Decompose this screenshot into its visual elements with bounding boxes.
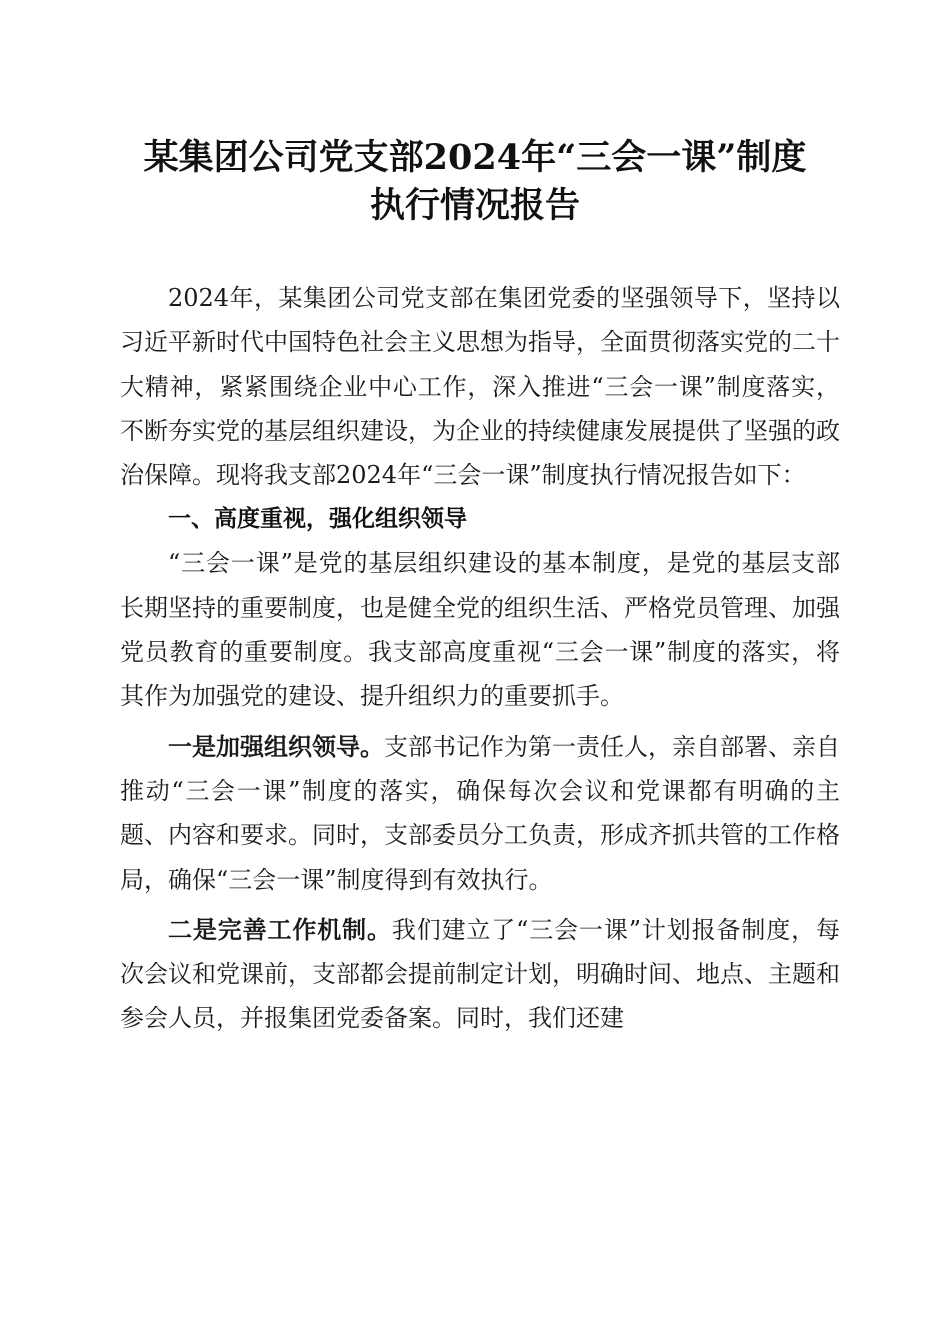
document-title: [0, 134, 950, 230]
point-1-text: 支部书记作为第一责任人，亲自部署、亲自推动“三会一课”制度的落实，确保每次会议和党课都有明确的主题、内容和要求。同时，支部委员分工负责，形成齐抓共管的工作格局，确保“三会一课”制度得到有效执行。: [120, 732, 840, 894]
intro-paragraph: 2024年，某集团公司党支部在集团党委的坚强领导下，坚持以习近平新时代中国特色社会主义思想为指导，全面贯彻落实党的二十大精神，紧紧围绕企业中心工作，深入推进“三会一课”制度落实，不断夯实党的基层组织建设，为企业的持续健康发展提供了坚强的政治保障。现将我支部2024年“三会一课”制度执行情况报告如下：: [120, 284, 840, 490]
point-1-paragraph: [120, 725, 840, 902]
point-2-paragraph: [120, 908, 840, 1041]
point-1-lead: 一是加强组织领导。: [168, 731, 384, 761]
title-line-1: 某集团公司党支部2024年“三会一课”制度: [143, 137, 807, 178]
section-1-heading: 一、高度重视，强化组织领导: [168, 506, 467, 533]
document-body: [120, 276, 840, 1041]
section-1-paragraph: “三会一课”是党的基层组织建设的基本制度，是党的基层支部长期坚持的重要制度，也是健全党的组织生活、严格党员管理、加强党员教育的重要制度。我支部高度重视“三会一课”制度的落实，将其作为加强党的建设、提升组织力的重要抓手。: [120, 549, 840, 711]
title-line-2: 执行情况报告: [369, 185, 580, 226]
point-2-text: 我们建立了“三会一课”计划报备制度，每次会议和党课前，支部都会提前制定计划，明确时间、地点、主题和参会人员，并报集团党委备案。同时，我们还建: [120, 915, 841, 1033]
point-2-lead: 二是完善工作机制。: [168, 914, 392, 944]
